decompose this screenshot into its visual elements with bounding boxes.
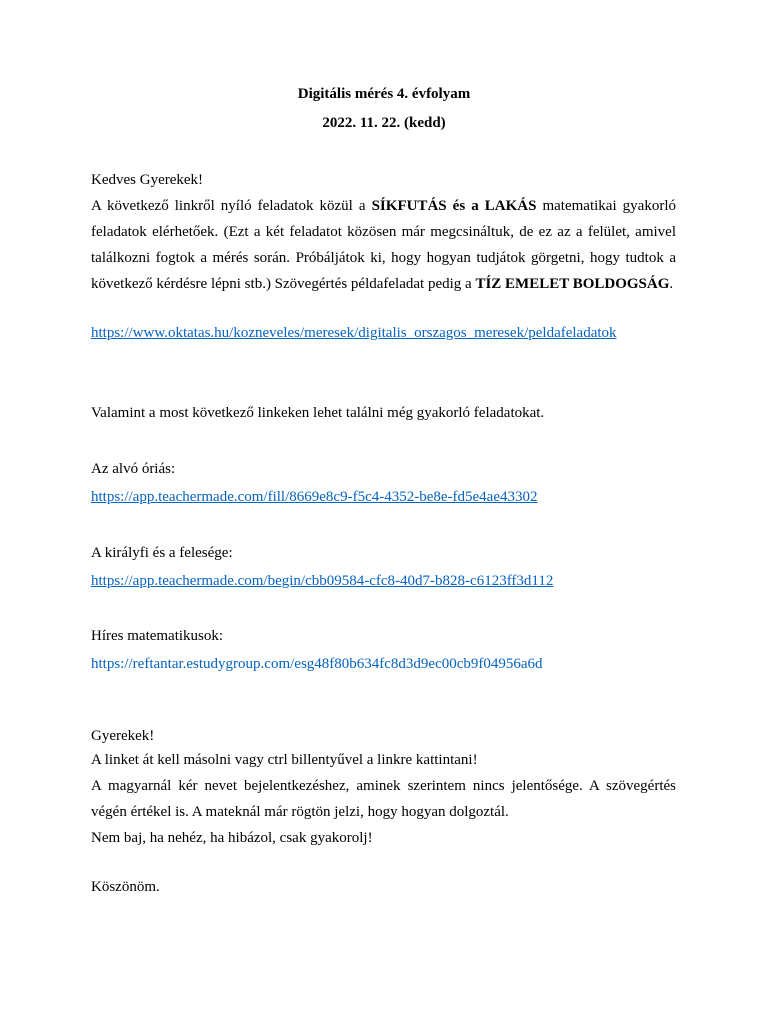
task-link-famous-mathematicians[interactable]: https://reftantar.estudygroup.com/esg48f80b634fc8d3d9ec00cb9f04956a6d (91, 656, 543, 672)
closing-info-paragraph: A magyarnál kér nevet bejelentkezéshez, aminek szerintem nincs jelentősége. A szövegértés végén értékel is. A mateknál már rögtön jelzi, hogy hogyan dolgoztál. (91, 778, 676, 820)
thanks-line: Köszönöm. (91, 879, 160, 895)
intro-bold-reading-task: TÍZ EMELET BOLDOGSÁG (475, 276, 670, 292)
intro-text-end: . (669, 276, 674, 292)
task-label-prince-wife: A királyfi és a felesége: (91, 545, 233, 561)
task-label-sleeping-giant: Az alvó óriás: (91, 461, 176, 477)
closing-encouragement: Nem baj, ha nehéz, ha hibázol, csak gyakorolj! (91, 830, 373, 846)
task-link-sleeping-giant[interactable]: https://app.teachermade.com/fill/8669e8c9-f5c4-4352-be8e-fd5e4ae43302 (91, 489, 538, 505)
greeting: Kedves Gyerekek! (91, 172, 204, 188)
task-link-line-sleeping-giant (91, 484, 676, 510)
intro-text-b: matematikai gyakorló feladatok elérhetőek. (Ezt a két feladatot közösen már megcsináltuk, de ez az a felület, amivel találkozni fogtok a mérés során. Próbáljátok ki, hogy hogyan tudjátok görgetni, hogy tudtok a következő kérdésre lépni stb.) Szövegértés példafeladat pedig a (91, 198, 676, 292)
document-date: 2022. 11. 22. (kedd) (322, 115, 446, 131)
closing-copy-instruction: A linket át kell másolni vagy ctrl billentyűvel a linkre kattintani! (91, 752, 478, 768)
intro-text-a: A következő linkről nyíló feladatok közül a (91, 198, 372, 214)
oktatas-sample-tasks-link[interactable]: https://www.oktatas.hu/kozneveles/meresek/digitalis_orszagos_meresek/peldafeladatok (91, 325, 617, 341)
intro-link-line (91, 320, 676, 346)
document-title: Digitális mérés 4. évfolyam (297, 86, 471, 102)
more-tasks-text: Valamint a most következő linkeken lehet találni még gyakorló feladatokat. (91, 405, 545, 421)
intro-bold-math-tasks: SÍKFUTÁS és a LAKÁS (371, 198, 537, 214)
intro-paragraph (91, 193, 676, 297)
task-label-famous-mathematicians: Híres matematikusok: (91, 628, 224, 644)
task-link-prince-wife[interactable]: https://app.teachermade.com/begin/cbb09584-cfc8-40d7-b828-c6123ff3d112 (91, 573, 554, 589)
task-link-line-famous-mathematicians (91, 651, 676, 677)
closing-greeting: Gyerekek! (91, 728, 155, 744)
task-link-line-prince-wife (91, 568, 676, 594)
